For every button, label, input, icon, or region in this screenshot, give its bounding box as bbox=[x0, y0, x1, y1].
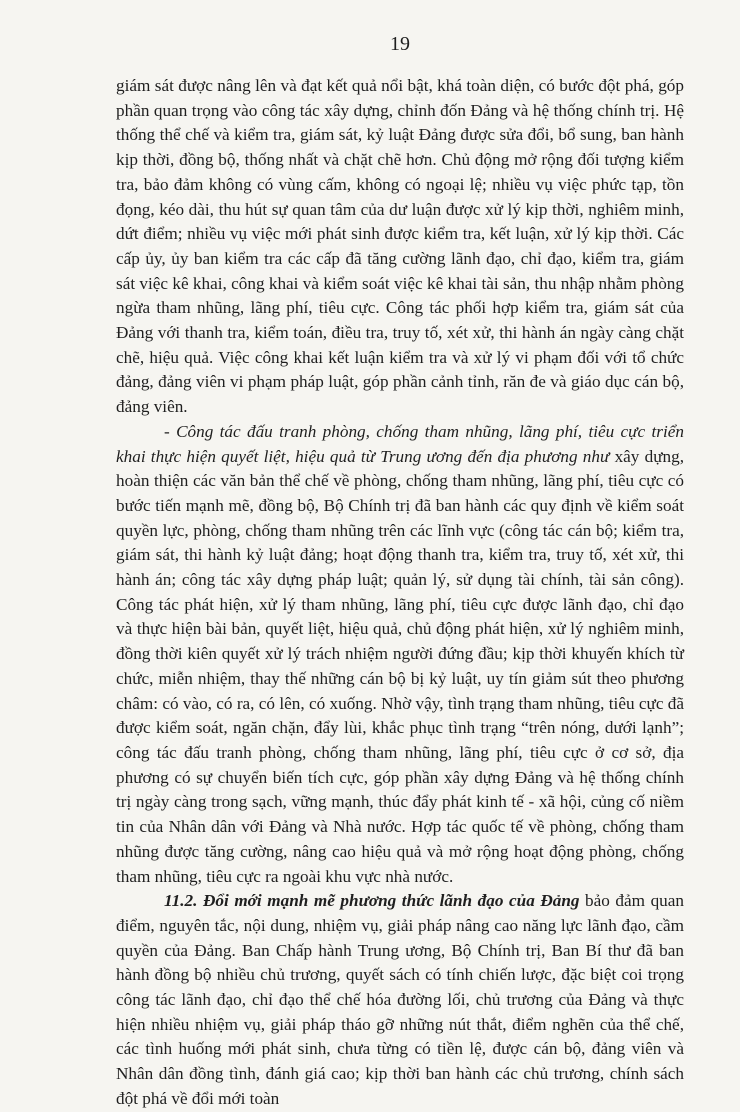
paragraph-2-body: xây dựng, hoàn thiện các văn bản thể chế về phòng, chống tham nhũng, lãng phí, tiêu cực có bước tiến mạnh mẽ, đồng bộ, Bộ Chính trị đã ban hành các quy định về kiểm soát quyền lực, phòng, chống tham nhũng trên các lĩnh vực (công tác cán bộ; kiểm tra, giám sát, thi hành kỷ luật đảng; hoạt động thanh tra, kiểm tra, truy tố, xét xử, thi hành án; công tác xây dựng pháp luật; quản lý, sử dụng tài chính, tài sản công). Công tác phát hiện, xử lý tham nhũng, lãng phí, tiêu cực được lãnh đạo, chỉ đạo và thực hiện bài bản, quyết liệt, hiệu quả, chủ động phát hiện, xử lý nghiêm minh, đồng thời kiên quyết xử lý trách nhiệm người đứng đầu; kịp thời khuyến khích từ chức, miễn nhiệm, thay thế những cán bộ bị kỷ luật, uy tín giảm sút theo phương châm: có vào, có ra, có lên, có xuống. Nhờ vậy, tình trạng tham nhũng, tiêu cực đã được kiểm soát, ngăn chặn, đẩy lùi, khắc phục tình trạng “trên nóng, dưới lạnh”; công tác đấu tranh phòng, chống tham nhũng, lãng phí, tiêu cực ở cơ sở, địa phương có sự chuyển biến tích cực, góp phần xây dựng Đảng và hệ thống chính trị ngày càng trong sạch, vững mạnh, thúc đẩy phát kinh tế - xã hội, củng cố niềm tin của Nhân dân với Đảng và Nhà nước. Hợp tác quốc tế về phòng, chống tham nhũng được tăng cường, nâng cao hiệu quả và mở rộng hoạt động phòng, chống tham nhũng, tiêu cực ra ngoài khu vực nhà nước. bbox=[116, 446, 685, 886]
document-body bbox=[116, 74, 684, 1112]
paragraph-3-body: bảo đảm quan điểm, nguyên tắc, nội dung, nhiệm vụ, giải pháp nâng cao năng lực lãnh đạo, cầm quyền của Đảng. Ban Chấp hành Trung ương, Bộ Chính trị, Ban Bí thư đã ban hành đồng bộ nhiều chủ trương, quyết sách có tính chiến lược, đặc biệt coi trọng công tác lãnh đạo, chỉ đạo thể chế hóa đường lối, chủ trương của Đảng và thực hiện nhiều nhiệm vụ, giải pháp tháo gỡ những nút thắt, điểm nghẽn của thể chế, các tình huống mới phát sinh, chưa từng có tiền lệ, được cán bộ, đảng viên và Nhân dân đồng tình, đánh giá cao; kịp thời ban hành các chủ trương, chính sách đột phá về đổi mới toàn bbox=[116, 891, 684, 1108]
page-number: 19 bbox=[390, 33, 410, 55]
paragraph-1: giám sát được nâng lên và đạt kết quả nổi bật, khá toàn diện, có bước đột phá, góp phần quan trọng vào công tác xây dựng, chỉnh đốn Đảng và hệ thống chính trị. Hệ thống thể chế và kiểm tra, giám sát, kỷ luật Đảng được sửa đổi, bổ sung, ban hành kịp thời, đồng bộ, thống nhất và chặt chẽ hơn. Chủ động mở rộng đối tượng kiểm tra, bảo đảm không có vùng cấm, không có ngoại lệ; nhiều vụ việc phức tạp, tồn đọng, kéo dài, thu hút sự quan tâm của dư luận được xử lý kịp thời, nghiêm minh, dứt điểm; nhiều vụ việc mới phát sinh được kiểm tra, kết luận, xử lý kịp thời. Các cấp ủy, ủy ban kiểm tra các cấp đã tăng cường lãnh đạo, chỉ đạo, kiểm tra, giám sát việc kê khai, công khai và kiểm soát việc kê khai tài sản, thu nhập nhằm phòng ngừa tham nhũng, lãng phí, tiêu cực. Công tác phối hợp kiểm tra, giám sát của Đảng với thanh tra, kiểm toán, điều tra, truy tố, xét xử, thi hành án ngày càng chặt chẽ, hiệu quả. Việc công khai kết luận kiểm tra và xử lý vi phạm đối với tổ chức đảng, đảng viên vi phạm pháp luật, góp phần cảnh tỉnh, răn đe và giáo dục cán bộ, đảng viên. bbox=[116, 76, 684, 417]
paragraph-3 bbox=[116, 889, 684, 1111]
section-heading-11-2: 11.2. Đổi mới mạnh mẽ phương thức lãnh đạo của Đảng bbox=[164, 891, 580, 911]
paragraph-2-italic-lead: - Công tác đấu tranh phòng, chống tham nhũng, lãng phí, tiêu cực triển khai thực hiện quyết liệt, hiệu quả từ Trung ương đến địa phương như bbox=[116, 421, 684, 466]
paragraph-2 bbox=[116, 420, 684, 889]
